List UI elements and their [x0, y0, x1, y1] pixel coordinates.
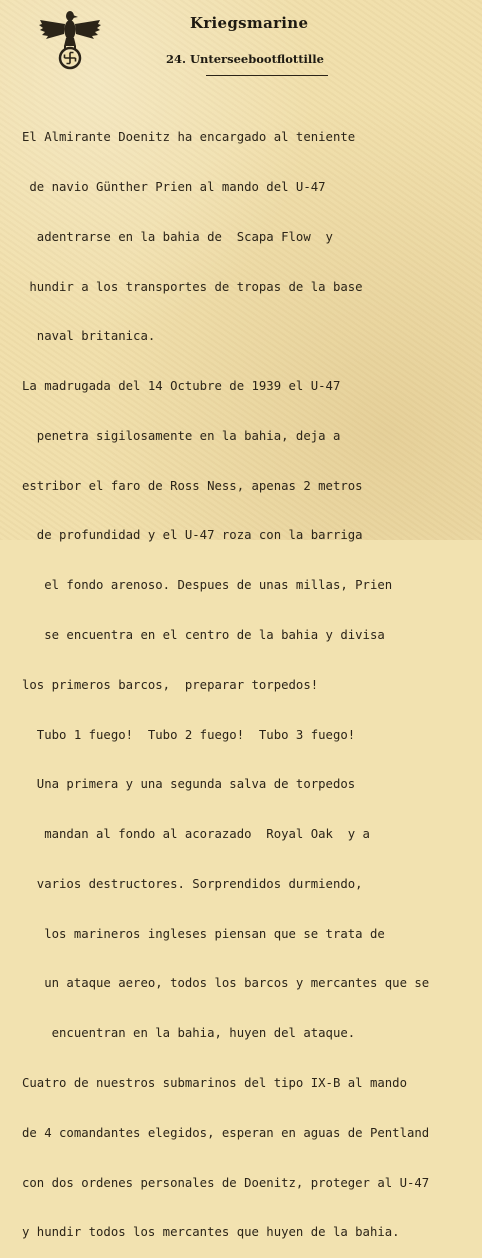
- briefing-text: [22, 96, 482, 1258]
- briefing-line: estribor el faro de Ross Ness, apenas 2 metros: [22, 478, 363, 493]
- briefing-line: Tubo 1 fuego! Tubo 2 fuego! Tubo 3 fuego!: [22, 727, 356, 742]
- briefing-line: El Almirante Doenitz ha encargado al teniente: [22, 130, 356, 145]
- briefing-line: La madrugada del 14 Octubre de 1939 el U-47: [22, 379, 341, 394]
- briefing-line: el fondo arenoso. Despues de unas millas, Prien: [22, 578, 393, 593]
- briefing-line: naval britanica.: [22, 329, 156, 344]
- briefing-line: se encuentra en el centro de la bahia y divisa: [22, 628, 385, 642]
- briefing-line: con dos ordenes personales de Doenitz, proteger al U-47: [22, 1175, 430, 1190]
- briefing-line: encuentran en la bahia, huyen del ataque.: [22, 1026, 356, 1041]
- briefing-line: varios destructores. Sorprendidos durmiendo,: [22, 876, 363, 891]
- briefing-line: Una primera y una segunda salva de torpedos: [22, 777, 356, 792]
- briefing-line: y hundir todos los mercantes que huyen de la bahia.: [22, 1225, 400, 1240]
- briefing-line: de navio Günther Prien al mando del U-47: [22, 179, 326, 194]
- briefing-line: un ataque aereo, todos los barcos y mercantes que se: [22, 976, 430, 991]
- briefing-line: los primeros barcos, preparar torpedos!: [22, 677, 319, 692]
- briefing-line: de profundidad y el U-47 roza con la barriga: [22, 528, 363, 543]
- briefing-line: adentrarse en la bahia de Scapa Flow y: [22, 229, 333, 244]
- page-subtitle: 24. Unterseebootflottille: [166, 52, 324, 66]
- page-title: Kriegsmarine: [190, 14, 309, 32]
- subtitle-underline: [206, 75, 328, 76]
- briefing-line: hundir a los transportes de tropas de la base: [22, 279, 363, 294]
- briefing-line: penetra sigilosamente en la bahia, deja a: [22, 428, 341, 443]
- briefing-line: de 4 comandantes elegidos, esperan en aguas de Pentland: [22, 1125, 430, 1140]
- briefing-line: Cuatro de nuestros submarinos del tipo IX-B al mando: [22, 1076, 407, 1091]
- eagle-emblem-icon: [38, 6, 102, 70]
- briefing-line: los marineros ingleses piensan que se trata de: [22, 926, 385, 941]
- briefing-line: mandan al fondo al acorazado Royal Oak y a: [22, 827, 370, 842]
